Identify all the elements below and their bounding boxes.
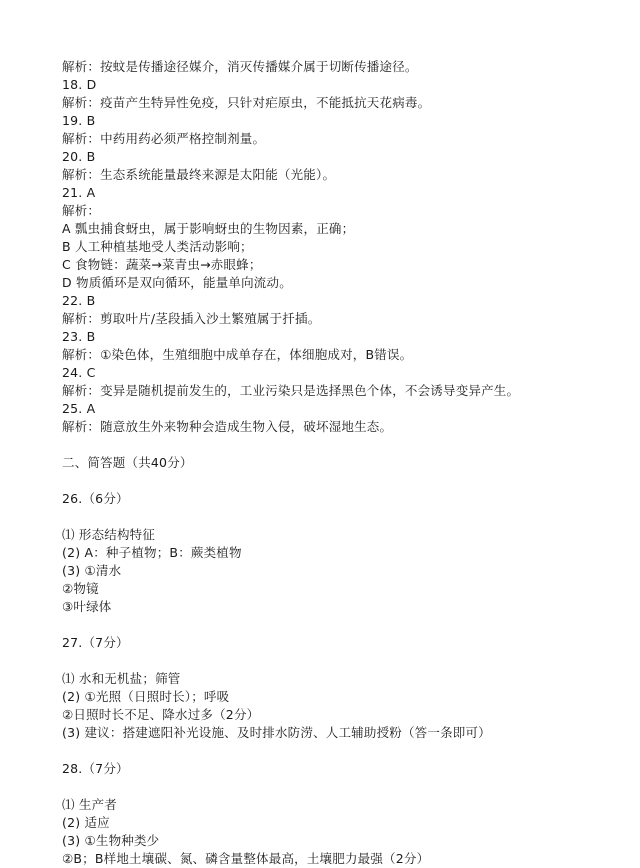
answer-line: ⑴ 生产者	[62, 797, 117, 812]
text-line: 解析：①染色体，生殖细胞中成单存在，体细胞成对，B错误。	[62, 347, 413, 362]
text-line: 24. C	[62, 365, 96, 380]
question-title: 28.（7分）	[62, 761, 129, 776]
text-line: 18. D	[62, 77, 97, 92]
answer-line: (3) 建议：搭建遮阳补光设施、及时排水防涝、人工辅助授粉（答一条即可）	[62, 725, 491, 740]
question-title: 26.（6分）	[62, 491, 129, 506]
text-line: 解析：随意放生外来物种会造成生物入侵，破坏湿地生态。	[62, 419, 393, 434]
spacer	[62, 652, 632, 670]
spacer	[62, 508, 632, 526]
text-line: C 食物链：蔬菜→菜青虫→赤眼蜂；	[62, 257, 262, 272]
text-line: 21. A	[62, 185, 96, 200]
text-line: 解析：剪取叶片/茎段插入沙土繁殖属于扦插。	[62, 311, 321, 326]
spacer	[62, 436, 632, 454]
answer-line: ②日照时长不足、降水过多（2分）	[62, 707, 260, 722]
answer-line: (3) ①清水	[62, 563, 122, 578]
text-line: 19. B	[62, 113, 96, 128]
answer-line: ⑴ 形态结构特征	[62, 527, 156, 542]
text-line: 解析：	[62, 203, 101, 218]
answer-line: ②物镜	[62, 581, 99, 596]
answer-line: ②B；B样地土壤碳、氮、磷含量整体最高，土壤肥力最强（2分）	[62, 851, 430, 866]
answer-line: (3) ①生物种类少	[62, 833, 160, 848]
answer-line: (2) A：种子植物；B：蕨类植物	[62, 545, 242, 560]
section1-block	[62, 58, 632, 436]
spacer	[62, 742, 632, 760]
spacer	[62, 472, 632, 490]
text-line: 解析：生态系统能量最终来源是太阳能（光能）。	[62, 167, 336, 182]
answer-line: (2) ①光照（日照时长）；呼吸	[62, 689, 230, 704]
answer-line: ⑴ 水和无机盐；筛管	[62, 671, 181, 686]
text-line: 23. B	[62, 329, 96, 344]
text-line: 解析：变异是随机提前发生的，工业污染只是选择黑色个体，不会诱导变异产生。	[62, 383, 520, 398]
text-line: A 瓢虫捕食蚜虫，属于影响蚜虫的生物因素，正确；	[62, 221, 355, 236]
question-26	[62, 490, 632, 616]
text-line: 25. A	[62, 401, 96, 416]
text-line: 22. B	[62, 293, 96, 308]
section-heading: 二、简答题（共40分）	[62, 455, 193, 470]
question-27	[62, 634, 632, 742]
question-title: 27.（7分）	[62, 635, 129, 650]
answer-line: (2) 适应	[62, 815, 110, 830]
text-line: B 人工种植基地受人类活动影响；	[62, 239, 253, 254]
text-line: 解析：中药用药必须严格控制剂量。	[62, 131, 266, 146]
question-28	[62, 760, 632, 868]
answer-text	[62, 58, 632, 868]
text-line: 解析：按蚊是传播途径媒介，消灭传播媒介属于切断传播途径。	[62, 59, 418, 74]
text-line: 20. B	[62, 149, 96, 164]
answer-line: ③叶绿体	[62, 599, 112, 614]
spacer	[62, 616, 632, 634]
spacer	[62, 778, 632, 796]
text-line: 解析：疫苗产生特异性免疫，只针对疟原虫，不能抵抗天花病毒。	[62, 95, 431, 110]
text-line: D 物质循环是双向循环，能量单向流动。	[62, 275, 292, 290]
